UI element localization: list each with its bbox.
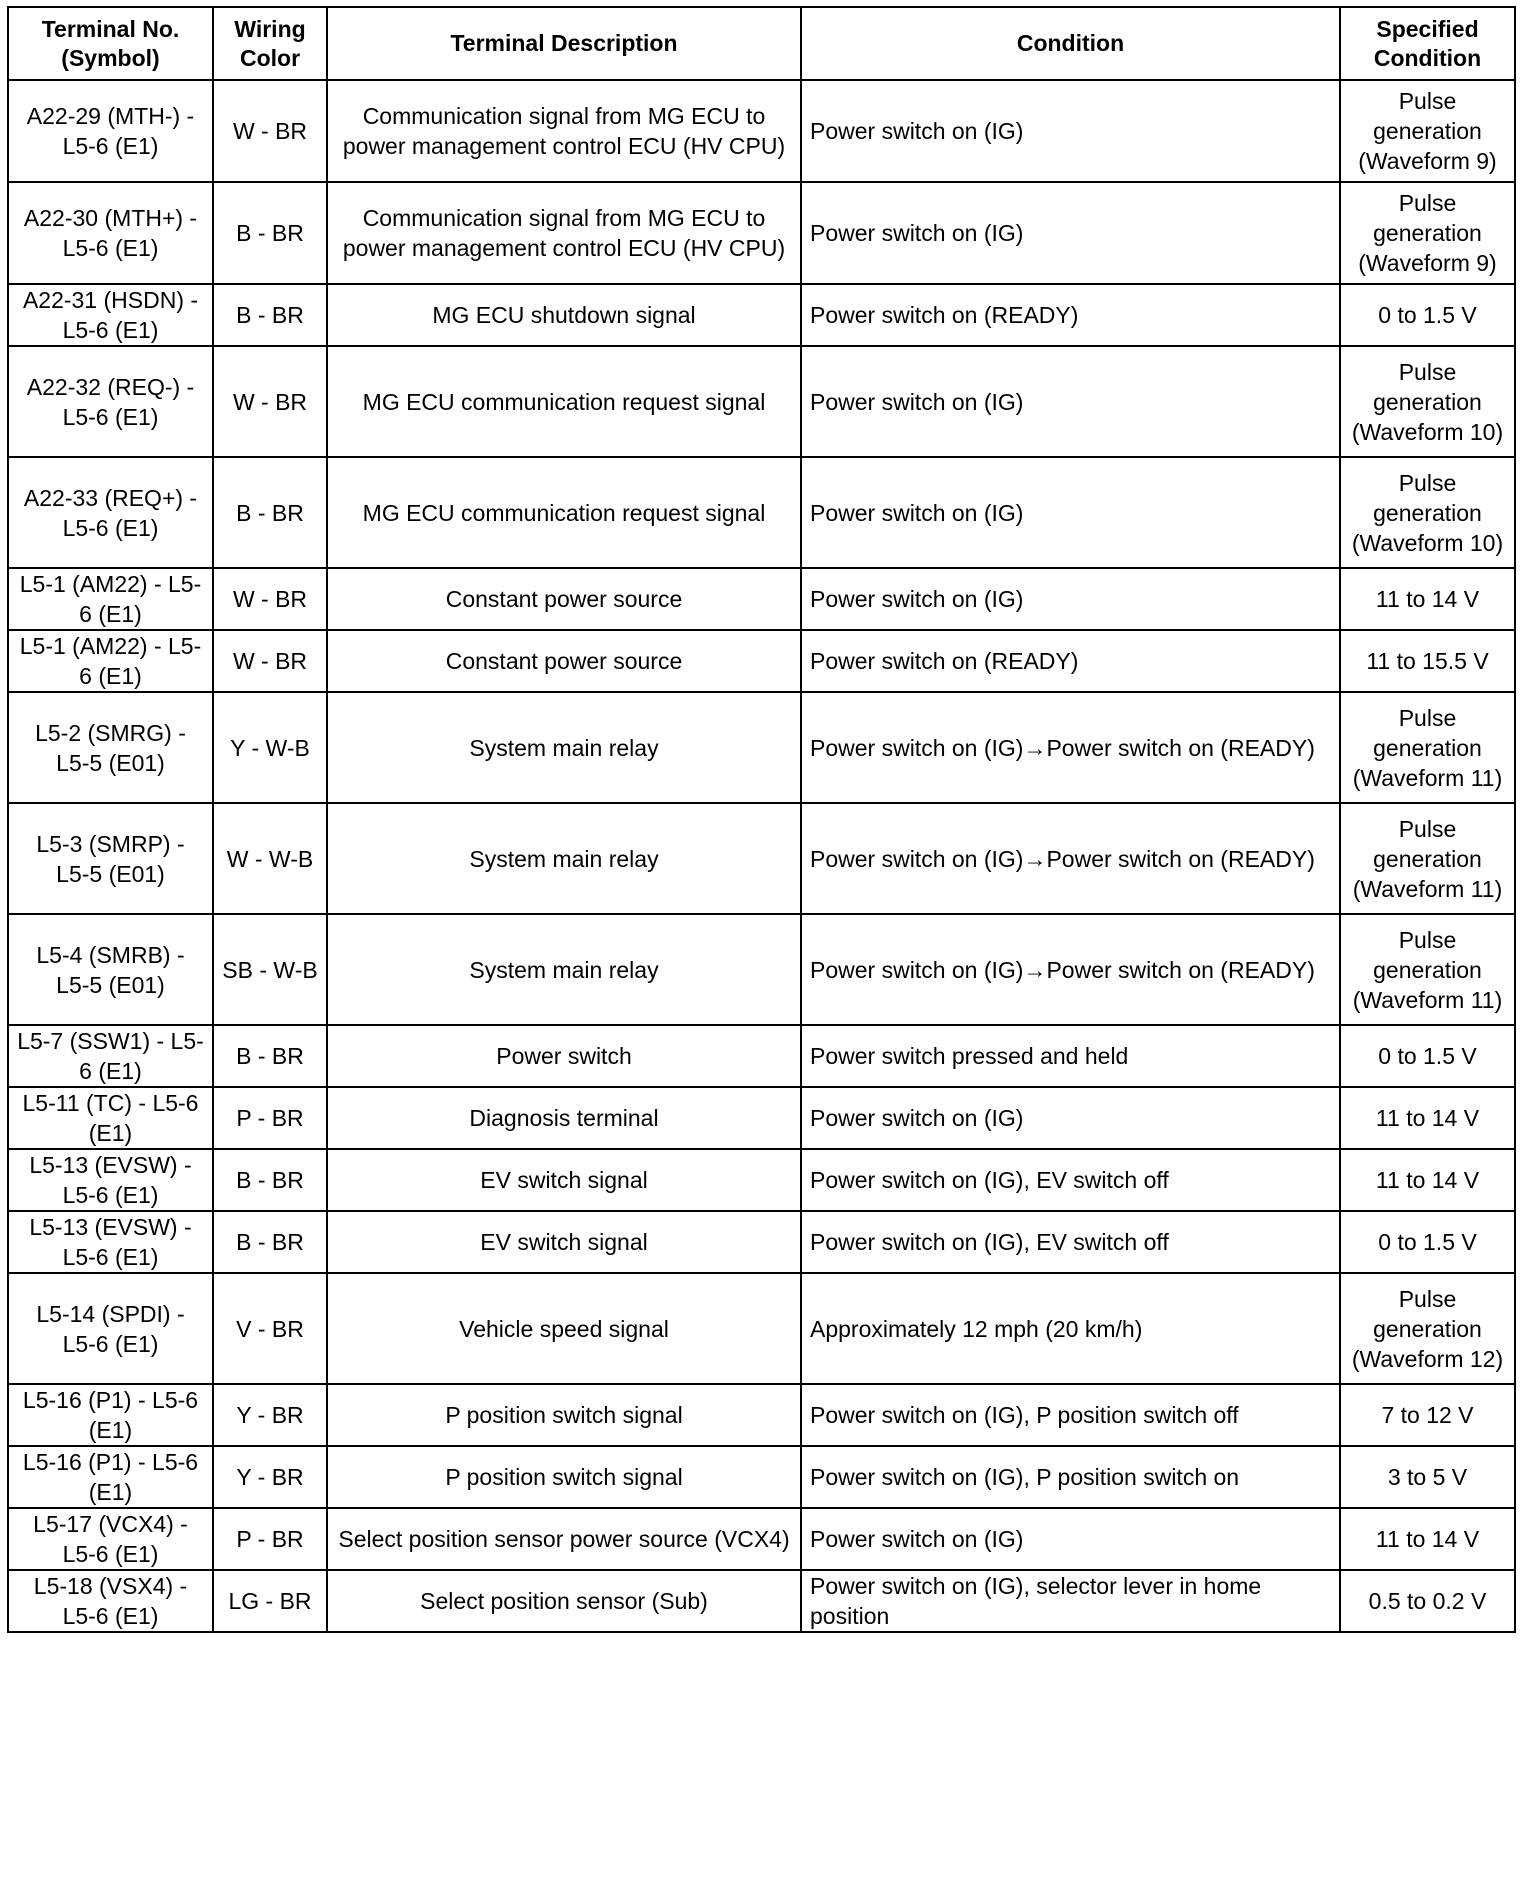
- cell-terminal: L5-4 (SMRB) - L5-5 (E01): [8, 914, 213, 1025]
- cell-terminal: L5-3 (SMRP) - L5-5 (E01): [8, 803, 213, 914]
- table-row: [8, 630, 1515, 692]
- cell-condition: Power switch on (IG): [801, 80, 1340, 182]
- header-condition: Condition: [801, 7, 1340, 80]
- cell-specified-condition: 0 to 1.5 V: [1340, 1211, 1515, 1273]
- cell-terminal: A22-33 (REQ+) - L5-6 (E1): [8, 457, 213, 568]
- cell-specified-condition: 0 to 1.5 V: [1340, 284, 1515, 346]
- table-row: [8, 1211, 1515, 1273]
- cell-condition: Power switch on (READY): [801, 284, 1340, 346]
- cell-condition: Power switch on (IG): [801, 1508, 1340, 1570]
- cell-condition: Power switch on (IG)→Power switch on (READY): [801, 914, 1340, 1025]
- cell-terminal-description: System main relay: [327, 692, 801, 803]
- cell-specified-condition: 11 to 14 V: [1340, 1508, 1515, 1570]
- cell-specified-condition: Pulse generation (Waveform 9): [1340, 80, 1515, 182]
- cell-terminal-description: P position switch signal: [327, 1384, 801, 1446]
- cell-condition: Power switch on (IG), P position switch off: [801, 1384, 1340, 1446]
- cell-wiring-color: W - BR: [213, 346, 327, 457]
- table-row: [8, 1446, 1515, 1508]
- cell-terminal-description: MG ECU communication request signal: [327, 346, 801, 457]
- terminal-table: [7, 6, 1516, 1633]
- cell-terminal: A22-30 (MTH+) - L5-6 (E1): [8, 182, 213, 284]
- header-specified-condition: Specified Condition: [1340, 7, 1515, 80]
- table-row: [8, 914, 1515, 1025]
- table-row: [8, 346, 1515, 457]
- cell-condition: Power switch pressed and held: [801, 1025, 1340, 1087]
- cell-condition: Power switch on (IG), EV switch off: [801, 1211, 1340, 1273]
- table-row: [8, 284, 1515, 346]
- cell-condition: Power switch on (IG), EV switch off: [801, 1149, 1340, 1211]
- header-row: [8, 7, 1515, 80]
- cell-terminal: L5-1 (AM22) - L5-6 (E1): [8, 568, 213, 630]
- cell-terminal-description: Select position sensor (Sub): [327, 1570, 801, 1632]
- cell-wiring-color: LG - BR: [213, 1570, 327, 1632]
- cell-condition: Power switch on (IG): [801, 182, 1340, 284]
- table-row: [8, 692, 1515, 803]
- table-row: [8, 568, 1515, 630]
- cell-wiring-color: B - BR: [213, 182, 327, 284]
- cell-specified-condition: 7 to 12 V: [1340, 1384, 1515, 1446]
- cell-wiring-color: P - BR: [213, 1508, 327, 1570]
- cell-terminal-description: Power switch: [327, 1025, 801, 1087]
- cell-specified-condition: 0 to 1.5 V: [1340, 1025, 1515, 1087]
- table-row: [8, 1508, 1515, 1570]
- table-row: [8, 80, 1515, 182]
- cell-terminal-description: Select position sensor power source (VCX4): [327, 1508, 801, 1570]
- cell-condition: Power switch on (READY): [801, 630, 1340, 692]
- cell-specified-condition: Pulse generation (Waveform 10): [1340, 346, 1515, 457]
- cell-condition: Power switch on (IG): [801, 1087, 1340, 1149]
- cell-condition: Power switch on (IG), selector lever in home position: [801, 1570, 1340, 1632]
- cell-wiring-color: B - BR: [213, 1025, 327, 1087]
- cell-wiring-color: B - BR: [213, 284, 327, 346]
- cell-terminal: L5-2 (SMRG) - L5-5 (E01): [8, 692, 213, 803]
- table-row: [8, 1087, 1515, 1149]
- cell-terminal: L5-1 (AM22) - L5-6 (E1): [8, 630, 213, 692]
- cell-specified-condition: 11 to 14 V: [1340, 568, 1515, 630]
- cell-terminal-description: MG ECU shutdown signal: [327, 284, 801, 346]
- cell-wiring-color: SB - W-B: [213, 914, 327, 1025]
- cell-condition: Power switch on (IG)→Power switch on (READY): [801, 692, 1340, 803]
- header-wiring-color: Wiring Color: [213, 7, 327, 80]
- cell-terminal-description: System main relay: [327, 914, 801, 1025]
- cell-wiring-color: W - W-B: [213, 803, 327, 914]
- table-row: [8, 1273, 1515, 1384]
- cell-specified-condition: 11 to 14 V: [1340, 1087, 1515, 1149]
- cell-wiring-color: W - BR: [213, 80, 327, 182]
- cell-specified-condition: 0.5 to 0.2 V: [1340, 1570, 1515, 1632]
- cell-terminal: L5-11 (TC) - L5-6 (E1): [8, 1087, 213, 1149]
- header-terminal-description: Terminal Description: [327, 7, 801, 80]
- cell-terminal: L5-13 (EVSW) - L5-6 (E1): [8, 1149, 213, 1211]
- cell-terminal: L5-18 (VSX4) - L5-6 (E1): [8, 1570, 213, 1632]
- table-row: [8, 457, 1515, 568]
- cell-terminal-description: Vehicle speed signal: [327, 1273, 801, 1384]
- cell-terminal-description: EV switch signal: [327, 1211, 801, 1273]
- cell-terminal-description: MG ECU communication request signal: [327, 457, 801, 568]
- cell-terminal: L5-14 (SPDI) - L5-6 (E1): [8, 1273, 213, 1384]
- cell-terminal: A22-29 (MTH-) - L5-6 (E1): [8, 80, 213, 182]
- cell-condition: Power switch on (IG)→Power switch on (READY): [801, 803, 1340, 914]
- cell-wiring-color: Y - BR: [213, 1384, 327, 1446]
- table-row: [8, 1149, 1515, 1211]
- cell-terminal-description: EV switch signal: [327, 1149, 801, 1211]
- cell-terminal-description: Communication signal from MG ECU to power management control ECU (HV CPU): [327, 182, 801, 284]
- cell-terminal-description: Communication signal from MG ECU to power management control ECU (HV CPU): [327, 80, 801, 182]
- cell-specified-condition: Pulse generation (Waveform 12): [1340, 1273, 1515, 1384]
- cell-condition: Power switch on (IG): [801, 346, 1340, 457]
- cell-terminal: L5-13 (EVSW) - L5-6 (E1): [8, 1211, 213, 1273]
- cell-wiring-color: V - BR: [213, 1273, 327, 1384]
- cell-condition: Power switch on (IG), P position switch on: [801, 1446, 1340, 1508]
- cell-terminal: L5-7 (SSW1) - L5-6 (E1): [8, 1025, 213, 1087]
- table-row: [8, 1384, 1515, 1446]
- cell-specified-condition: 3 to 5 V: [1340, 1446, 1515, 1508]
- cell-terminal-description: P position switch signal: [327, 1446, 801, 1508]
- table-row: [8, 1025, 1515, 1087]
- cell-terminal-description: Diagnosis terminal: [327, 1087, 801, 1149]
- cell-specified-condition: 11 to 14 V: [1340, 1149, 1515, 1211]
- table-row: [8, 803, 1515, 914]
- cell-wiring-color: B - BR: [213, 1211, 327, 1273]
- cell-wiring-color: B - BR: [213, 1149, 327, 1211]
- cell-condition: Approximately 12 mph (20 km/h): [801, 1273, 1340, 1384]
- cell-specified-condition: Pulse generation (Waveform 11): [1340, 803, 1515, 914]
- cell-wiring-color: W - BR: [213, 630, 327, 692]
- cell-terminal-description: Constant power source: [327, 568, 801, 630]
- cell-wiring-color: Y - BR: [213, 1446, 327, 1508]
- cell-wiring-color: Y - W-B: [213, 692, 327, 803]
- cell-terminal: L5-16 (P1) - L5-6 (E1): [8, 1446, 213, 1508]
- header-terminal: Terminal No. (Symbol): [8, 7, 213, 80]
- cell-specified-condition: Pulse generation (Waveform 11): [1340, 692, 1515, 803]
- cell-specified-condition: Pulse generation (Waveform 9): [1340, 182, 1515, 284]
- cell-condition: Power switch on (IG): [801, 568, 1340, 630]
- cell-terminal-description: System main relay: [327, 803, 801, 914]
- cell-terminal: A22-32 (REQ-) - L5-6 (E1): [8, 346, 213, 457]
- table-body: [8, 80, 1515, 1632]
- cell-specified-condition: Pulse generation (Waveform 10): [1340, 457, 1515, 568]
- cell-wiring-color: P - BR: [213, 1087, 327, 1149]
- cell-terminal: L5-17 (VCX4) - L5-6 (E1): [8, 1508, 213, 1570]
- table-row: [8, 1570, 1515, 1632]
- cell-specified-condition: Pulse generation (Waveform 11): [1340, 914, 1515, 1025]
- cell-wiring-color: W - BR: [213, 568, 327, 630]
- cell-terminal: L5-16 (P1) - L5-6 (E1): [8, 1384, 213, 1446]
- cell-terminal-description: Constant power source: [327, 630, 801, 692]
- cell-condition: Power switch on (IG): [801, 457, 1340, 568]
- table-row: [8, 182, 1515, 284]
- cell-wiring-color: B - BR: [213, 457, 327, 568]
- cell-specified-condition: 11 to 15.5 V: [1340, 630, 1515, 692]
- cell-terminal: A22-31 (HSDN) - L5-6 (E1): [8, 284, 213, 346]
